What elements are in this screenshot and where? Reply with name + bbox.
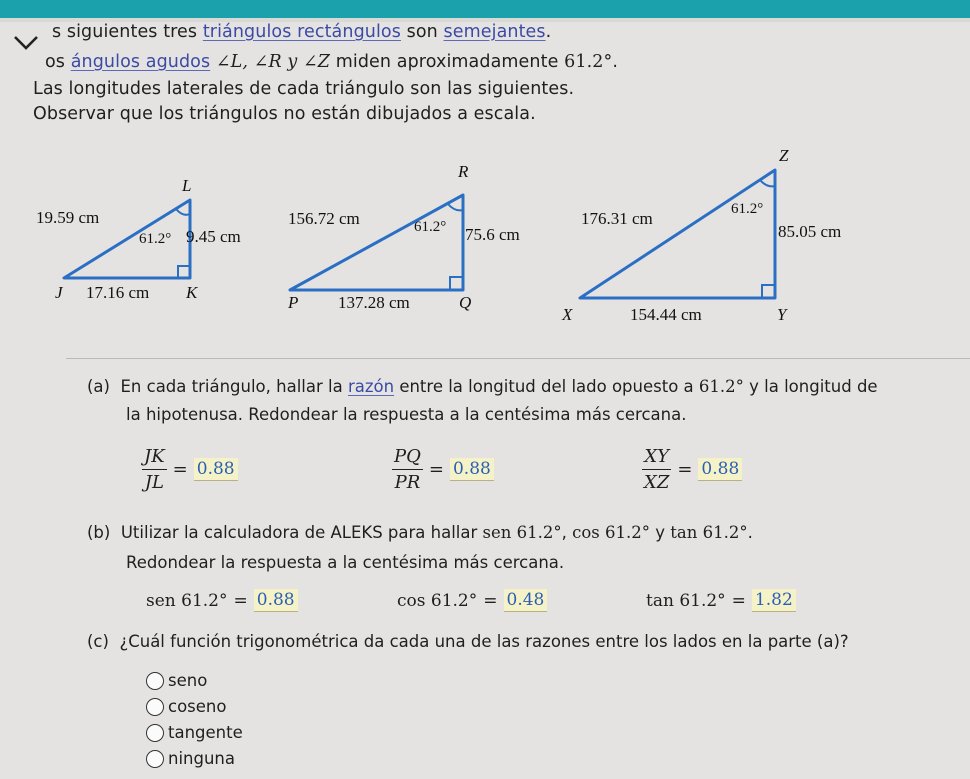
option-tangente[interactable]: tangente: [146, 723, 243, 742]
radio-seno[interactable]: [146, 672, 164, 690]
vertex-l: L: [182, 176, 192, 195]
section-divider: [66, 358, 970, 359]
intro-line-4: Observar que los triángulos no están dibujados a escala.: [33, 104, 536, 124]
answer-pq-pr[interactable]: 0.88: [450, 458, 494, 481]
right-angle-marker-q: [450, 277, 463, 290]
right-angle-marker-k: [178, 266, 190, 278]
vertex-p: P: [288, 293, 299, 312]
sen-row: sen 61.2° = 0.88: [146, 589, 298, 612]
radio-coseno[interactable]: [146, 698, 164, 716]
ratio-pq-pr: $\frac{PQ}{PR}$ = 0.88: [392, 446, 494, 493]
part-b-line-1: (b) Utilizar la calculadora de ALEKS para hallar sen 61.2°, cos 61.2° y tan 61.2°.: [87, 523, 753, 542]
side-kl: 9.45 cm: [186, 227, 241, 246]
triangles-figure: [0, 0, 970, 360]
vertex-q: Q: [459, 293, 472, 312]
fraction-pq-pr: $\frac{PQ}{PR}$: [394, 446, 421, 493]
hypotenuse-xz: 176.31 cm: [581, 209, 653, 228]
vertex-r: R: [458, 162, 469, 181]
answer-jk-jl[interactable]: 0.88: [194, 458, 238, 481]
side-xy: 154.44 cm: [630, 305, 702, 324]
intro-line-3: Las longitudes laterales de cada triángulo son las siguientes.: [33, 79, 575, 99]
part-c-question: (c) ¿Cuál función trigonométrica da cada una de las razones entre los lados en la parte (a)?: [87, 632, 849, 651]
side-qr: 75.6 cm: [465, 225, 520, 244]
vertex-k: K: [186, 283, 198, 302]
angle-arc-r: [448, 204, 463, 210]
part-b-line-2: Redondear la respuesta a la centésima más cercana.: [126, 553, 565, 572]
link-triangulos-rectangulos[interactable]: triángulos rectángulos: [202, 22, 401, 42]
option-coseno[interactable]: coseno: [146, 697, 226, 716]
part-a-line-2: la hipotenusa. Redondear la respuesta a la centésima más cercana.: [126, 405, 687, 424]
vertex-y: Y: [777, 305, 787, 324]
triangle-xyz: [580, 170, 775, 298]
vertex-z: Z: [779, 146, 789, 165]
fraction-xy-xz: $\frac{XY}{XZ}$: [644, 446, 670, 493]
right-angle-marker-y: [762, 285, 775, 298]
side-jk: 17.16 cm: [86, 283, 150, 302]
angle-z: 61.2°: [731, 201, 764, 217]
intro-line-2: os ángulos agudos ∠L, ∠R y ∠Z miden aproximadamente 61.2°.: [45, 52, 618, 72]
answer-sen[interactable]: 0.88: [254, 589, 298, 612]
option-ninguna[interactable]: ninguna: [146, 749, 235, 768]
link-semejantes[interactable]: semejantes: [443, 22, 546, 42]
vertex-x: X: [562, 305, 573, 324]
angle-arc-z: [760, 180, 775, 186]
answer-cos[interactable]: 0.48: [504, 589, 548, 612]
part-a-line-1: (a) En cada triángulo, hallar la razón entre la longitud del lado opuesto a 61.2° y la longitud de: [87, 377, 878, 396]
cos-row: cos 61.2° = 0.48: [397, 589, 547, 612]
fraction-jk-jl: $\frac{JK}{JL}$: [144, 446, 165, 493]
tan-row: tan 61.2° = 1.82: [646, 589, 796, 612]
vertex-j: J: [55, 283, 63, 302]
answer-tan[interactable]: 1.82: [752, 589, 796, 612]
radio-tangente[interactable]: [146, 724, 164, 742]
ratio-xy-xz: $\frac{XY}{XZ}$ = 0.88: [642, 446, 742, 493]
ratio-jk-jl: $\frac{JK}{JL}$ = 0.88: [142, 446, 238, 493]
radio-ninguna[interactable]: [146, 750, 164, 768]
angle-l: 61.2°: [139, 231, 172, 247]
side-pq: 137.28 cm: [338, 293, 410, 312]
angle-arc-l: [176, 209, 190, 215]
option-seno[interactable]: seno: [146, 671, 207, 690]
answer-xy-xz[interactable]: 0.88: [698, 458, 742, 481]
intro-line-1: s siguientes tres triángulos rectángulos son semejantes.: [52, 22, 552, 42]
link-razon[interactable]: razón: [347, 377, 395, 396]
link-angulos-agudos[interactable]: ángulos agudos: [70, 52, 211, 72]
hypotenuse-jl: 19.59 cm: [36, 208, 100, 227]
angle-r: 61.2°: [414, 219, 447, 235]
side-yz: 85.05 cm: [778, 222, 842, 241]
hypotenuse-pr: 156.72 cm: [288, 209, 360, 228]
